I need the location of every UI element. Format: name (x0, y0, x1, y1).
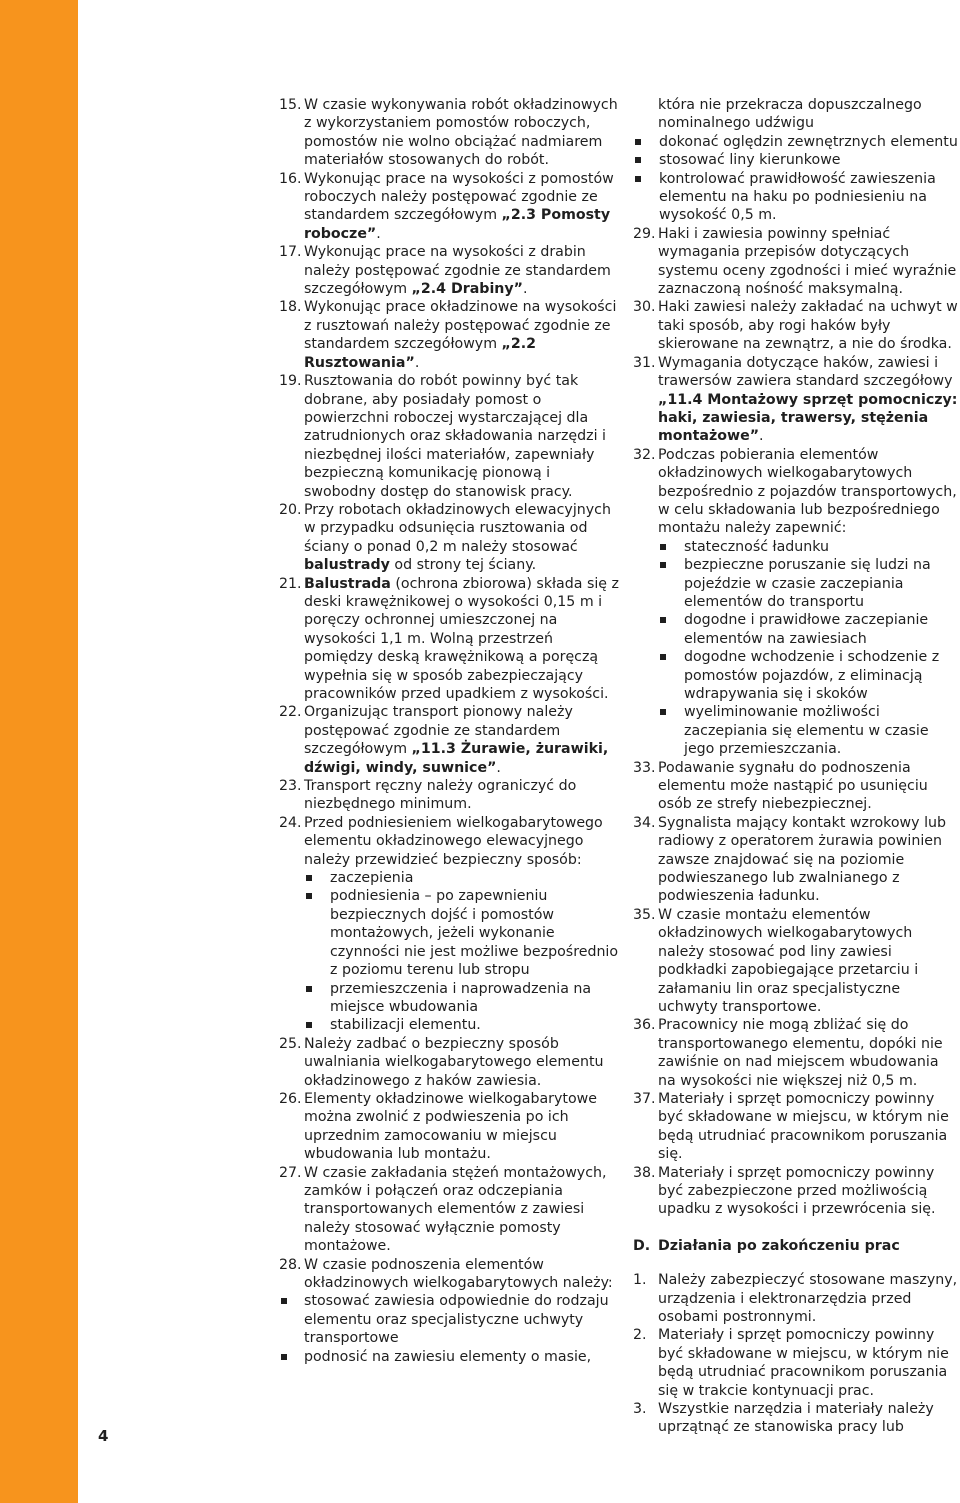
item-number: 23. (279, 778, 302, 795)
item-number: 1. (633, 1272, 647, 1289)
item-number: 30. (633, 299, 656, 316)
item-text: Materiały i sprzęt pomocniczy powinny być składowane w miejscu, w którym nie będą utrudniać pracownikom poruszania się. (658, 1090, 949, 1163)
bullet-item: przemieszczenia i naprowadzenia na miejsce wbudowania (304, 980, 619, 1017)
list-item-22 (279, 703, 619, 777)
list-item-32 (633, 446, 960, 759)
item-number: 32. (633, 446, 656, 463)
item-text: Przy robotach okładzinowych elewacyjnych w przypadku odsunięcia rusztowania od ściany o ponad 0,2 m należy stosować (304, 501, 611, 555)
list-item-38 (633, 1164, 960, 1219)
item-number: 16. (279, 170, 302, 187)
item-text: Wymagania dotyczące haków, zawiesi i trawersów zawiera standard szczegółowy (658, 354, 953, 390)
right-column (633, 96, 960, 1437)
item-number: 2. (633, 1327, 647, 1344)
list-item-15 (279, 96, 619, 170)
list-item-29 (633, 225, 960, 299)
list-item-26 (279, 1090, 619, 1164)
list-item-27 (279, 1164, 619, 1256)
orange-side-stripe (0, 0, 78, 1503)
section-letter: D. (633, 1237, 651, 1254)
continued-text (633, 96, 960, 133)
item-number: 17. (279, 244, 302, 261)
section-heading-d (633, 1237, 960, 1255)
bullet-item: zaczepienia (304, 869, 619, 887)
item-number: 19. (279, 373, 302, 390)
bold-term: Balustrada (304, 575, 391, 592)
item-number: 37. (633, 1090, 656, 1107)
item-number: 26. (279, 1090, 302, 1107)
item-text: Haki i zawiesia powinny spełniać wymagania przepisów dotyczących systemu oceny zgodności i mieć wyraźnie zaznaczoną nośność maksymalną. (658, 225, 957, 298)
continued-bullet-list (633, 133, 960, 225)
list-item-37 (633, 1090, 960, 1164)
item-number: 3. (633, 1401, 647, 1418)
continued-text-body: która nie przekracza dopuszczalnego nominalnego udźwigu (658, 97, 922, 132)
item-text: Wykonując prace na wysokości z drabin należy postępować zgodnie ze standardem szczegółowym (304, 244, 611, 298)
item-text: W czasie podnoszenia elementów okładzinowych wielkogabarytowych należy: (304, 1256, 613, 1291)
bullet-item: podniesienia – po zapewnieniu bezpiecznych dojść i pomostów montażowych, jeżeli wykonanie czynności nie jest możliwe bezpośrednio z poziomu terenu lub stropu (304, 887, 619, 979)
list-item-17 (279, 243, 619, 298)
list-item-d1 (633, 1271, 960, 1326)
item-text: Należy zabezpieczyć stosowane maszyny, urządzenia i elektronarzędzia przed osobami postronnymi. (658, 1272, 958, 1325)
item-text: Haki zawiesi należy zakładać na uchwyt w taki sposób, aby rogi haków były skierowane na zewnątrz, a nie do środka. (658, 299, 958, 353)
bullet-item: podnosić na zawiesiu elementy o masie, (279, 1348, 619, 1366)
bullet-item: dogodne wchodzenie i schodzenie z pomostów pojazdów, z eliminacją wdrapywania się i skoków (658, 648, 960, 703)
item-text-end: . (522, 281, 528, 298)
item-text: Transport ręczny należy ograniczyć do niezbędnego minimum. (304, 778, 577, 813)
item-number: 34. (633, 814, 656, 831)
bullet-item: dogodne i prawidłowe zaczepianie elementów na zawiesiach (658, 611, 960, 648)
list-item-23 (279, 777, 619, 814)
item-text: Pracownicy nie mogą zbliżać się do transportowanego elementu, dopóki nie zawiśnie on nad miejscem wbudowania na wysokości nie większej niż 0,5 m. (658, 1017, 943, 1089)
bullet-list (658, 538, 960, 759)
item-number: 15. (279, 97, 302, 113)
item-number: 31. (633, 354, 656, 371)
item-text: Podawanie sygnału do podnoszenia elementu może nastąpić po usunięciu osób ze strefy niebezpiecznej. (658, 759, 928, 813)
list-item-18 (279, 298, 619, 372)
item-text: Wykonując prace na wysokości z pomostów roboczych należy postępować zgodnie ze standardem szczegółowym (304, 170, 614, 224)
list-item-16 (279, 170, 619, 244)
item-text: Podczas pobierania elementów okładzinowych wielkogabarytowych bezpośrednio z pojazdów transportowych, w celu składowania lub bezpośredniego montażu należy zapewnić: (658, 446, 957, 537)
bullet-item: stateczność ładunku (658, 538, 960, 556)
item-text: Materiały i sprzęt pomocniczy powinny być zabezpieczone przed możliwością upadku z wysokości i przewrócenia się. (658, 1164, 936, 1218)
bullet-item: stosować liny kierunkowe (633, 151, 960, 169)
standard-reference: „2.2 Rusztowania” (304, 336, 536, 371)
item-number: 27. (279, 1164, 302, 1181)
item-number: 35. (633, 906, 656, 923)
item-text: W czasie zakładania stężeń montażowych, zamków i połączeń oraz odczepiania transportowanych elementów z zawiesi należy stosować wyłącznie pomosty montażowe. (304, 1164, 607, 1255)
item-text: Sygnalista mający kontakt wzrokowy lub radiowy z operatorem żurawia powinien zawsze znajdować się na poziomie podwieszanego lub zwalnianego z podwieszenia ładunku. (658, 814, 947, 905)
item-text: W czasie wykonywania robót okładzinowych z wykorzystaniem pomostów roboczych, pomostów nie wolno obciążać nadmiarem materiałów stosowanych do robót. (304, 97, 618, 169)
item-text-end: . (759, 428, 764, 445)
list-item-d2 (633, 1326, 960, 1400)
bullet-item: stosować zawiesia odpowiednie do rodzaju elementu oraz specjalistyczne uchwyty transportowe (279, 1292, 619, 1347)
standard-reference: „11.3 Żurawie, żurawiki, dźwigi, windy, suwnice” (304, 741, 609, 776)
item-text-end: od strony tej ściany. (389, 557, 537, 574)
item-text: Przed podniesieniem wielkogabarytowego elementu okładzinowego elewacyjnego należy przewidzieć bezpieczny sposób: (304, 814, 603, 868)
list-item-d3 (633, 1400, 960, 1437)
item-number: 22. (279, 704, 302, 721)
standard-reference: „2.3 Pomosty robocze” (304, 207, 611, 242)
bullet-item: dokonać oględzin zewnętrznych elementu (633, 133, 960, 151)
list-item-24 (279, 814, 619, 1035)
list-item-36 (633, 1016, 960, 1090)
bullet-list (304, 869, 619, 1035)
item-number: 29. (633, 225, 656, 242)
item-text: Należy zadbać o bezpieczny sposób uwalniania wielkogabarytowego elementu okładzinowego z haków zawiesia. (304, 1035, 604, 1089)
item-text: W czasie montażu elementów okładzinowych wielkogabarytowych należy stosować pod liny zawiesi podkładki zapobiegające przetarciu i załamaniu lin oraz specjalistyczne uchwyty transportowe. (658, 906, 919, 1015)
list-item-31 (633, 354, 960, 446)
list-item-30 (633, 298, 960, 353)
list-item-28 (279, 1256, 619, 1366)
list-item-20 (279, 501, 619, 575)
item-text: Wszystkie narzędzia i materiały należy uprzątnąć ze stanowiska pracy lub (658, 1401, 934, 1436)
bold-term: balustrady (304, 557, 390, 574)
list-item-25 (279, 1035, 619, 1090)
section-title: Działania po zakończeniu prac (658, 1237, 900, 1254)
bullet-list (279, 1292, 619, 1366)
bullet-item: kontrolować prawidłowość zawieszenia elementu na haku po podniesieniu na wysokość 0,5 m. (633, 170, 960, 225)
item-number: 24. (279, 814, 302, 831)
list-item-19 (279, 372, 619, 501)
bullet-item: stabilizacji elementu. (304, 1016, 619, 1034)
item-text: Materiały i sprzęt pomocniczy powinny być składowane w miejscu, w którym nie będą utrudniać pracownikom poruszania się w trakcie kontynuacji prac. (658, 1327, 949, 1399)
list-item-34 (633, 814, 960, 906)
bullet-item: wyeliminowanie możliwości zaczepiania się elementu w czasie jego przemieszczania. (658, 703, 960, 758)
bullet-item: bezpieczne poruszanie się ludzi na pojeździe w czasie zaczepiania elementów do transportu (658, 556, 960, 611)
item-text: Organizując transport pionowy należy postępować zgodnie ze standardem szczegółowym (304, 704, 573, 758)
item-number: 36. (633, 1017, 656, 1034)
item-number: 21. (279, 575, 302, 592)
standard-reference: „11.4 Montażowy sprzęt pomocniczy: haki, zawiesia, trawersy, stężenia montażowe” (658, 391, 958, 445)
item-number: 20. (279, 501, 302, 518)
list-item-35 (633, 906, 960, 1016)
list-item-21 (279, 575, 619, 704)
list-item-33 (633, 759, 960, 814)
item-text-end: . (496, 759, 501, 776)
page-number: 4 (98, 1427, 109, 1445)
standard-reference: „2.4 Drabiny” (411, 281, 523, 298)
item-number: 33. (633, 759, 656, 776)
item-text: (ochrona zbiorowa) składa się z deski krawężnikowej o wysokości 0,15 m i poręczy ochronnej umieszczonej na wysokości 1,1 m. Wolną przestrzeń pomiędzy deską krawężnikową a poręczą wypełnia się w sposób zabezpieczający pracowników przed upadkiem z wysokości. (304, 575, 619, 702)
item-text: Rusztowania do robót powinny być tak dobrane, aby posiadały pomost o powierzchni roboczej wystarczającej dla zatrudnionych oraz składowania narzędzi i niezbędnej ilości materiałów, zapewniały bezpieczną komunikację pionową i swobodny dostęp do stanowisk pracy. (304, 373, 606, 500)
left-column (279, 96, 619, 1366)
item-text: Elementy okładzinowe wielkogabarytowe można zwolnić z podwieszenia po ich uprzednim zamocowaniu w miejscu wbudowania lub montażu. (304, 1090, 597, 1163)
item-number: 18. (279, 299, 302, 316)
item-text-end: . (414, 354, 420, 371)
item-number: 38. (633, 1164, 656, 1181)
item-text-end: . (376, 225, 381, 242)
item-text: Wykonując prace okładzinowe na wysokości z rusztowań należy postępować zgodnie ze standardem szczegółowym (304, 299, 617, 353)
item-number: 25. (279, 1035, 302, 1052)
item-number: 28. (279, 1256, 302, 1273)
